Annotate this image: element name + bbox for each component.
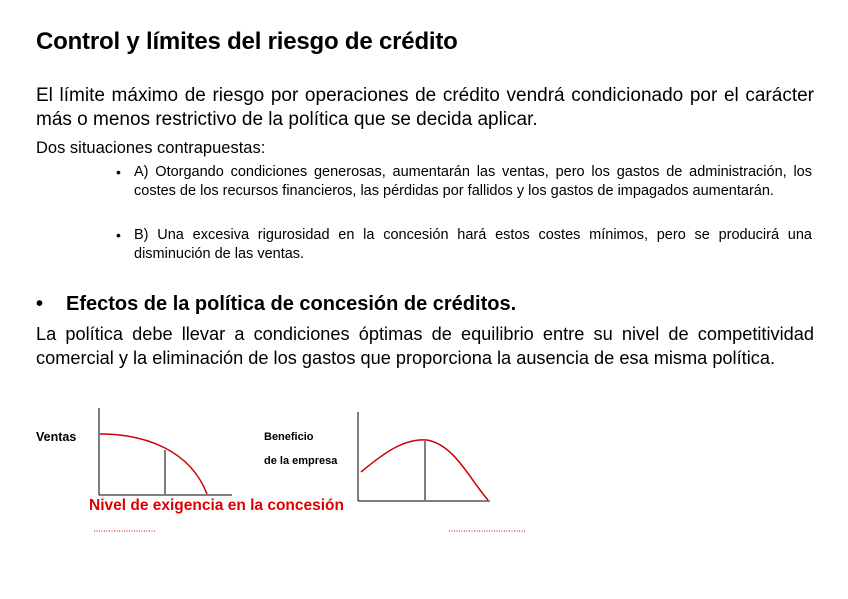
policy-paragraph: La política debe llevar a condiciones óptimas de equilibrio entre su nivel de competitividad comercial y la eliminación de los gastos que proporciona la ausencia de esa misma política.	[36, 324, 814, 368]
situations-heading: Dos situaciones contrapuestas:	[36, 139, 266, 157]
left-chart-sales-curve	[100, 434, 207, 494]
right-chart-y-label-line1: Beneficio	[264, 431, 314, 443]
page-title: Control y límites del riesgo de crédito	[36, 28, 458, 55]
intro-paragraph: El límite máximo de riesgo por operaciones de crédito vendrá condicionado por el carácter más o menos restrictivo de la política que se decida aplicar.	[36, 85, 814, 130]
chart-x-label: Nivel de exigencia en la concesión	[89, 497, 344, 514]
left-chart-y-label: Ventas	[36, 430, 77, 444]
bullet-item-b: B) Una excesiva rigurosidad en la concesión hará estos costes mínimos, pero se producirá una disminución de las ventas.	[134, 227, 812, 262]
effects-heading: Efectos de la política de concesión de créditos.	[66, 293, 517, 315]
bullet-dot: •	[116, 164, 121, 180]
bullet-dot: •	[116, 227, 121, 243]
right-chart-y-label-line2: de la empresa	[264, 455, 338, 467]
bullet-dot: •	[36, 293, 44, 315]
bullet-item-a: A) Otorgando condiciones generosas, aumentarán las ventas, pero los gastos de administración, los costes de los recursos financieros, las pérdidas por fallidos y los gastos de impagados aumentarán.	[134, 164, 812, 199]
